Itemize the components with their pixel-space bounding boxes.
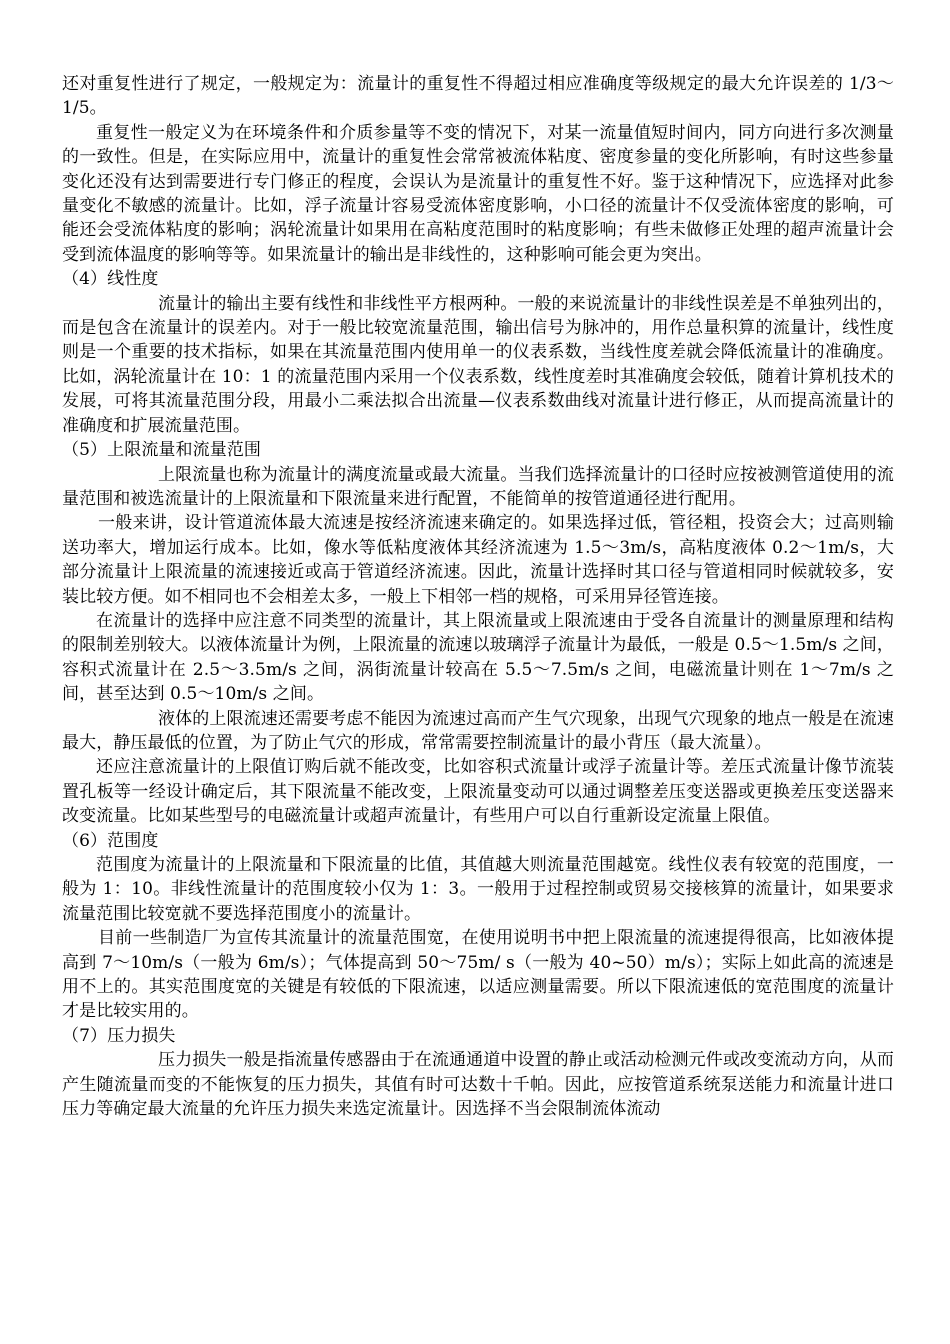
paragraph-economic-velocity: 一般来讲，设计管道流体最大流速是按经济流速来确定的。如果选择过低，管径粗，投资会大；过高则输送功率大，增加运行成本。比如，像水等低粘度液体其经济流速为 1.5～3m/s，高粘度液体 0.2～1m/s，大部分流量计上限流量的流速接近或高于管道经济流速。因此，流量计选择时其口径与管道相同时候就较多，安装比较方便。如不相同也不会相差太多，一般上下相邻一档的规格，可采用异径管连接。 — [62, 513, 894, 607]
paragraph-upper-limit-flow: 上限流量也称为流量计的满度流量或最大流量。当我们选择流量计的口径时应按被测管道使用的流量范围和被选流量计的上限流量和下限流量来进行配置，不能简单的按管道通径进行配用。 — [62, 464, 894, 509]
document-page — [62, 72, 894, 1121]
paragraph-flowmeter-types: 在流量计的选择中应注意不同类型的流量计，其上限流量或上限流速由于受各自流量计的测量原理和结构的限制差别较大。以液体流量计为例，上限流量的流速以玻璃浮子流量计为最低，一般是 0.5～1.5m/s 之间，容积式流量计在 2.5～3.5m/s 之间，涡街流量计较高在 5.5～7.5m/s 之间，电磁流量计则在 1～7m/s 之间，甚至达到 0.5～10m/s 之间。 — [62, 610, 894, 705]
paragraph-pressure-loss: 压力损失一般是指流量传感器由于在流通通道中设置的静止或活动检测元件或改变流动方向，从而产生随流量而变的不能恢复的压力损失，其值有时可达数十千帕。因此，应按管道系统泵送能力和流量计进口压力等确定最大流量的允许压力损失来选定流量计。因选择不当会限制流体流动 — [62, 1050, 894, 1120]
paragraph-repeatability-continued: 还对重复性进行了规定，一般规定为：流量计的重复性不得超过相应准确度等级规定的最大允许误差的 1/3～1/5。 — [62, 74, 894, 119]
heading-pressure-loss: （7）压力损失 — [62, 1025, 176, 1046]
paragraph-cavitation: 液体的上限流速还需要考虑不能因为流速过高而产生气穴现象，出现气穴现象的地点一般是在流速最大，静压最低的位置，为了防止气穴的形成，常常需要控制流量计的最小背压（最大流量）。 — [62, 708, 894, 753]
paragraph-manufacturer-claims: 目前一些制造厂为宣传其流量计的流量范围宽，在使用说明书中把上限流量的流速提得很高，比如液体提高到 7～10m/s（一般为 6m/s）；气体提高到 50～75m/ s（一般为 40~50）m/s）；实际上如此高的流速是用不上的。其实范围度宽的关键是有较低的下限流速，以适应测量需要。所以下限流速低的宽范围度的流量计才是比较实用的。 — [62, 928, 894, 1022]
heading-upper-limit-flow: （5）上限流量和流量范围 — [62, 440, 262, 461]
paragraph-linearity: 流量计的输出主要有线性和非线性平方根两种。一般的来说流量计的非线性误差是不单独列出的，而是包含在流量计的误差内。对于一般比较宽流量范围，输出信号为脉冲的，用作总量积算的流量计，线性度则是一个重要的技术指标，如果在其流量范围内使用单一的仪表系数，当线性度差就会降低流量计的准确度。比如，涡轮流量计在 10：1 的流量范围内采用一个仪表系数，线性度差时其准确度会较低，随着计算机技术的发展，可将其流量范围分段，用最小二乘法拟合出流量—仪表系数曲线对流量计进行修正，从而提高流量计的准确度和扩展流量范围。 — [62, 293, 894, 436]
paragraph-upper-limit-change: 还应注意流量计的上限值订购后就不能改变，比如容积式流量计或浮子流量计等。差压式流量计像节流装置孔板等一经设计确定后，其下限流量不能改变，上限流量变动可以通过调整差压变送器或更换差压变送器来改变流量。比如某些型号的电磁流量计或超声流量计，有些用户可以自行重新设定流量上限值。 — [62, 757, 894, 827]
paragraph-rangeability: 范围度为流量计的上限流量和下限流量的比值，其值越大则流量范围越宽。线性仪表有较宽的范围度，一般为 1：10。非线性流量计的范围度较小仅为 1：3。一般用于过程控制或贸易交接核算的流量计，如果要求流量范围比较宽就不要选择范围度小的流量计。 — [62, 855, 894, 924]
heading-rangeability: （6）范围度 — [62, 830, 159, 851]
heading-linearity: （4）线性度 — [62, 269, 159, 290]
paragraph-repeatability-definition: 重复性一般定义为在环境条件和介质参量等不变的情况下，对某一流量值短时间内，同方向进行多次测量的一致性。但是，在实际应用中，流量计的重复性会常常被流体粘度、密度参量的变化所影响，有时这些参量变化还没有达到需要进行专门修正的程度，会误认为是流量计的重复性不好。鉴于这种情况下，应选择对此参量变化不敏感的流量计。比如，浮子流量计容易受流体密度影响，小口径的流量计不仅受流体密度的影响，可能还会受流体粘度的影响；涡轮流量计如果用在高粘度范围时的粘度影响；有些未做修正处理的超声流量计会受到流体温度的影响等等。如果流量计的输出是非线性的，这种影响可能会更为突出。 — [62, 122, 894, 265]
